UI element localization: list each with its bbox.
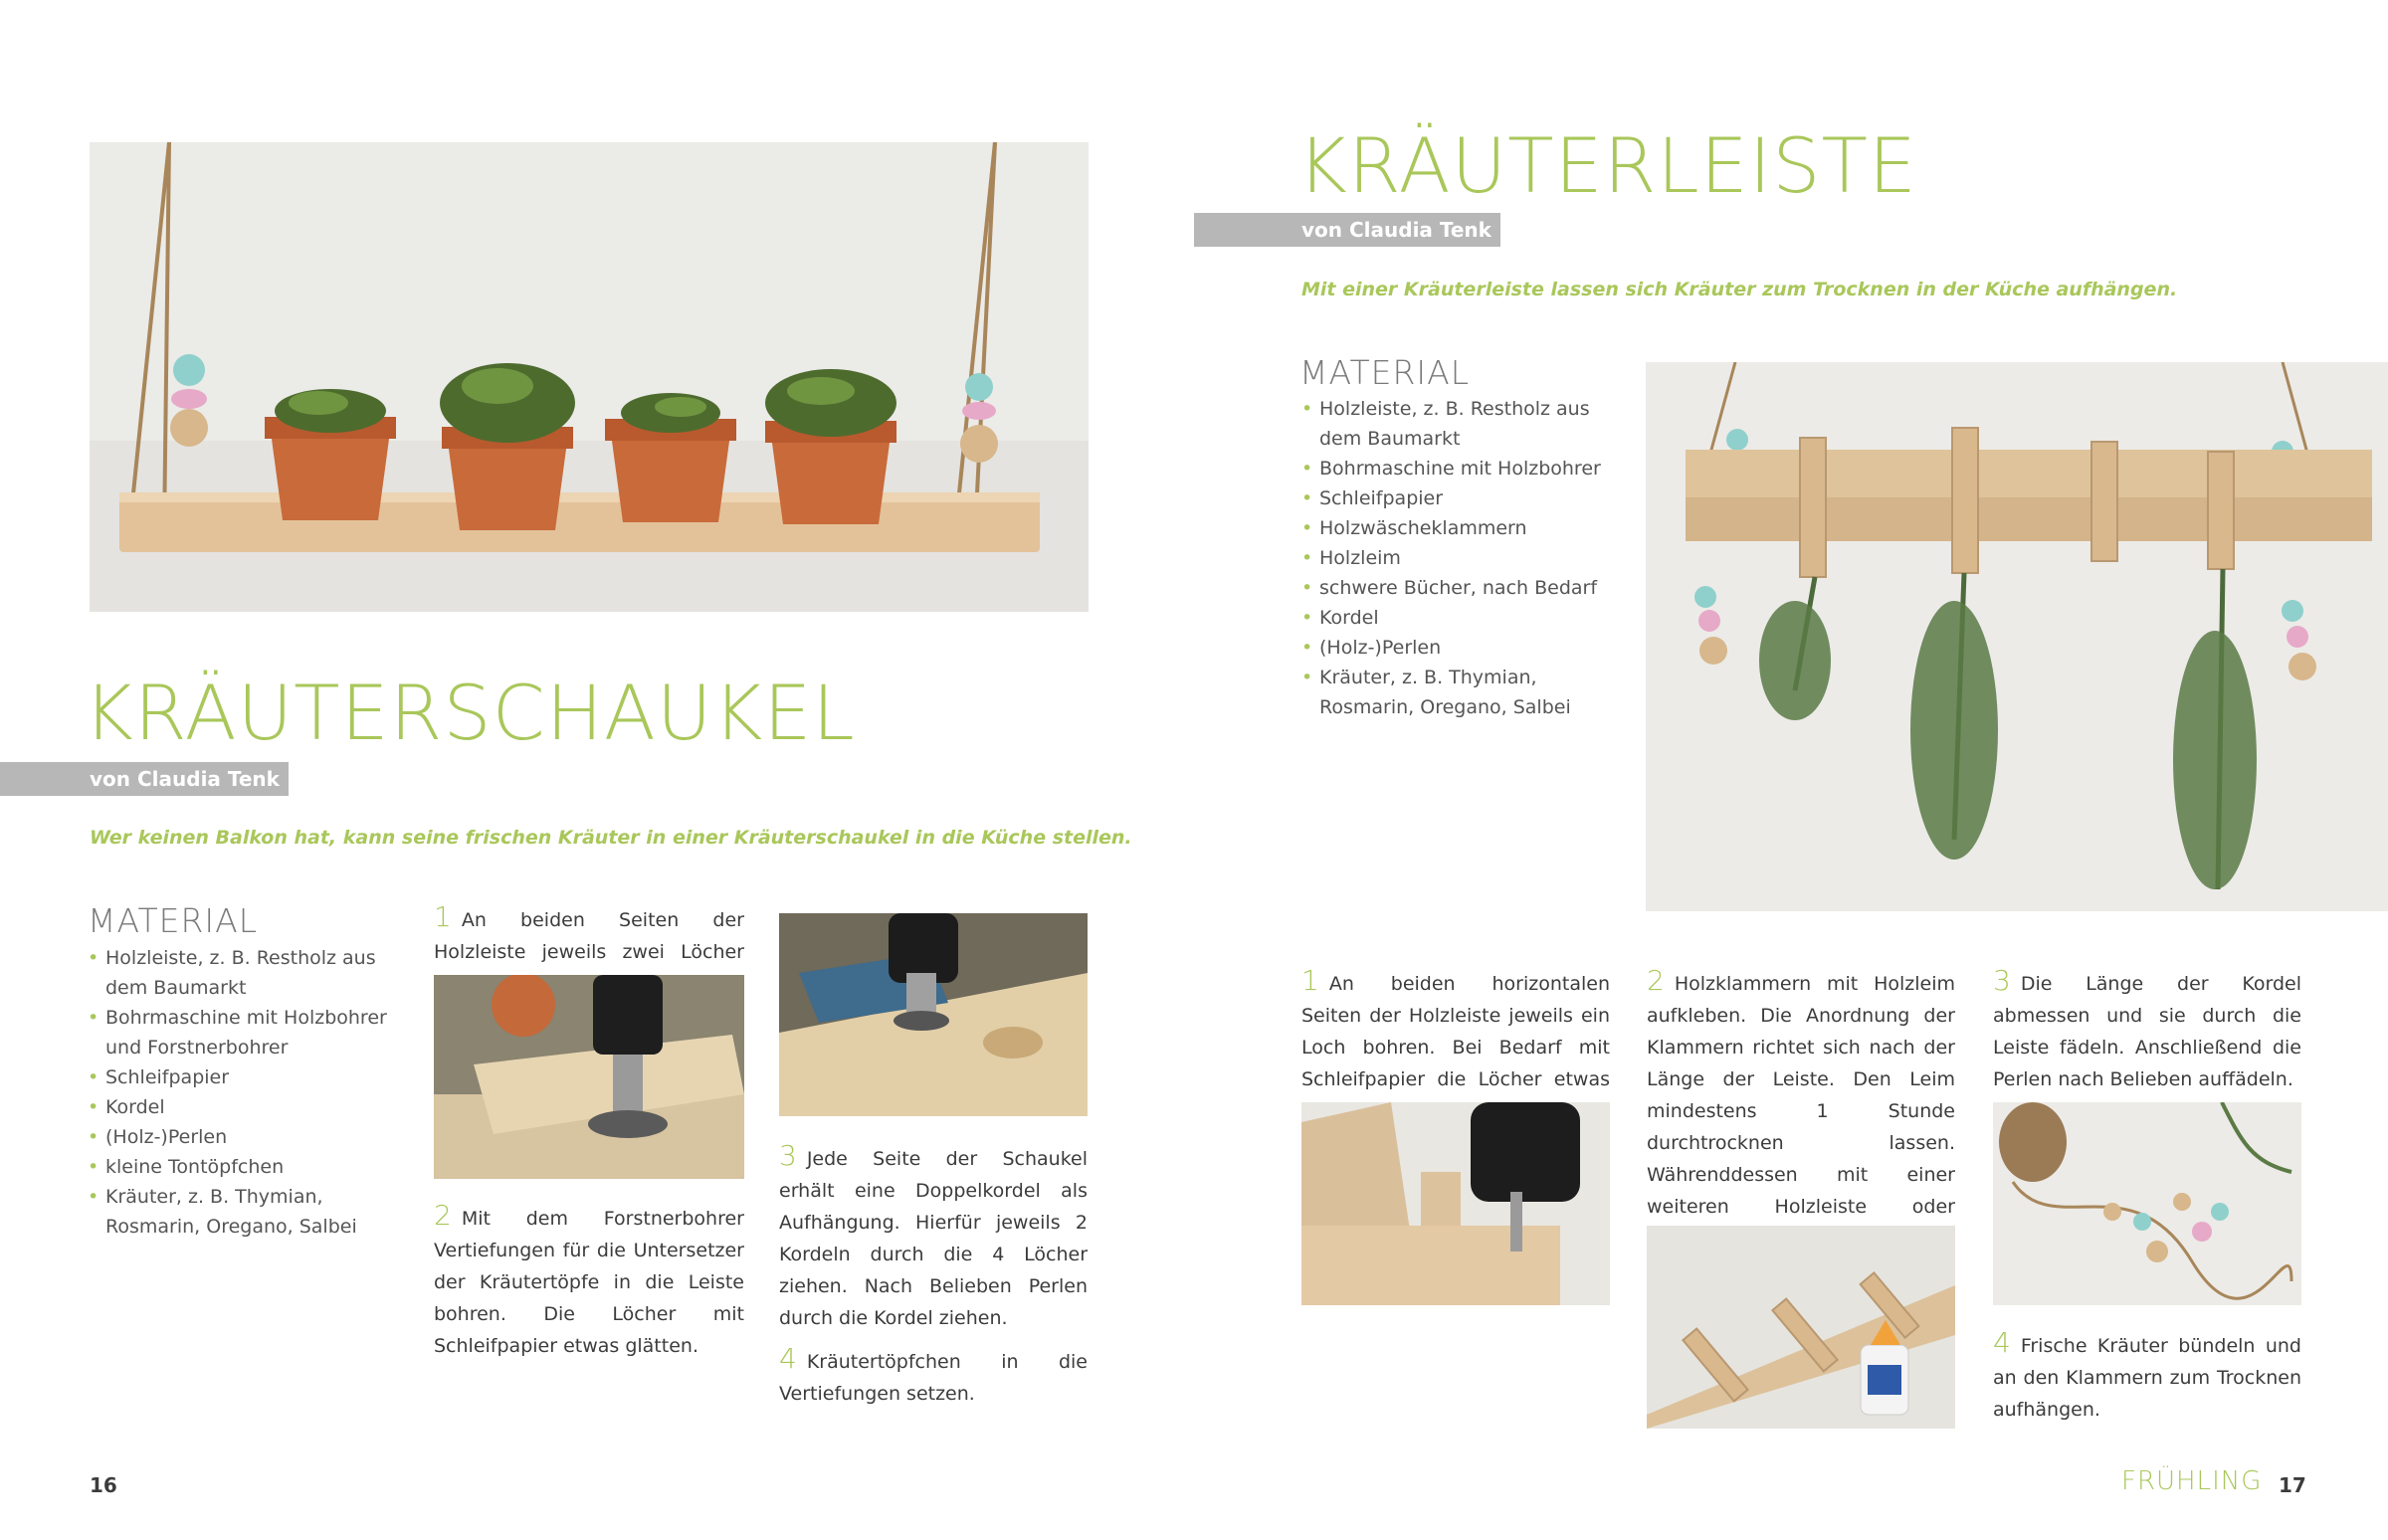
step-number: 3 bbox=[779, 1139, 797, 1172]
step-number: 4 bbox=[1993, 1326, 2011, 1359]
step-text: An beiden Seiten der Holzleiste jeweils zwei Löcher bbox=[434, 909, 744, 963]
list-item: • Holzwäscheklammern bbox=[1301, 513, 1610, 543]
step-number: 2 bbox=[434, 1199, 452, 1232]
hero-photo-herb-swing bbox=[90, 142, 1089, 612]
list-item: • Schleifpapier bbox=[88, 1062, 406, 1092]
list-item: • Kräuter, z. B. Thymian, Rosmarin, Oregano, Salbei bbox=[1301, 663, 1610, 722]
photo-forstner-drilling bbox=[779, 913, 1088, 1116]
right-page-title: KRÄUTERLEISTE bbox=[1297, 121, 1917, 210]
right-intro: Mit einer Kräuterleiste lassen sich Kräuter zum Trocknen in der Küche aufhängen. bbox=[1301, 279, 2178, 300]
left-page-number: 16 bbox=[90, 1473, 117, 1497]
hero-photo-herb-rack bbox=[1646, 362, 2388, 911]
right-material-heading: MATERIAL bbox=[1299, 353, 1471, 392]
list-item: • Kräuter, z. B. Thymian, Rosmarin, Oregano, Salbei bbox=[88, 1182, 406, 1242]
list-item: • Bohrmaschine mit Holzbohrer und Forstnerbohrer bbox=[88, 1003, 406, 1062]
step-text: Mit dem Forstnerbohrer Vertiefungen für die Untersetzer der Kräutertöpfe in die Leiste bohren. Die Löcher mit Schleifpapier etwas glätten. bbox=[434, 1208, 744, 1357]
right-material-list bbox=[1301, 394, 1610, 722]
list-item: • (Holz-)Perlen bbox=[1301, 633, 1610, 663]
list-item: • schwere Bücher, nach Bedarf bbox=[1301, 573, 1610, 603]
step-number: 1 bbox=[1301, 964, 1319, 997]
step-text: An beiden horizontalen Seiten der Holzleiste jeweils ein Loch bohren. Bei Bedarf mit Schleifpapier die Löcher etwas bbox=[1301, 973, 1610, 1090]
step-number: 3 bbox=[1993, 964, 2011, 997]
left-step-4 bbox=[779, 1343, 1088, 1410]
left-intro: Wer keinen Balkon hat, kann seine frischen Kräuter in einer Kräuterschaukel in die Küche stellen. bbox=[90, 827, 1132, 849]
left-author-bar: von Claudia Tenk bbox=[0, 762, 289, 796]
section-label-season: FRÜHLING bbox=[2121, 1466, 2263, 1496]
left-material-heading: MATERIAL bbox=[88, 901, 259, 940]
left-step-3 bbox=[779, 1140, 1088, 1334]
right-step-2 bbox=[1647, 965, 1955, 1254]
right-step-4 bbox=[1993, 1327, 2301, 1426]
list-item: • Schleifpapier bbox=[1301, 483, 1610, 513]
list-item: • Holzleiste, z. B. Restholz aus dem Baumarkt bbox=[88, 943, 406, 1003]
right-author-bar: von Claudia Tenk bbox=[1194, 213, 1500, 247]
step-text: Jede Seite der Schaukel erhält eine Doppelkordel als Aufhängung. Hierfür jeweils 2 Kordeln durch die 4 Löcher ziehen. Nach Belieben Perlen durch die Kordel ziehen. bbox=[779, 1148, 1088, 1329]
step-text: Die Länge der Kordel abmessen und sie durch die Leiste fädeln. Anschließend die Perlen nach Belieben auffädeln. bbox=[1993, 973, 2301, 1090]
photo-cord-beads bbox=[1993, 1102, 2301, 1305]
step-text: Holzklammern mit Holzleim aufkleben. Die Anordnung der Klammern richtet sich nach der Länge der Leiste. Den Leim mindestens 1 Stunde durchtrocknen lassen. Währenddessen mit einer weiteren Holzleiste oder bbox=[1647, 973, 1955, 1218]
right-page-number: 17 bbox=[2279, 1473, 2306, 1497]
list-item: • (Holz-)Perlen bbox=[88, 1122, 406, 1152]
step-number: 2 bbox=[1647, 964, 1665, 997]
step-text: Frische Kräuter bündeln und an den Klammern zum Trocknen aufhängen. bbox=[1993, 1335, 2301, 1421]
list-item: • Holzleim bbox=[1301, 543, 1610, 573]
list-item: • Holzleiste, z. B. Restholz aus dem Baumarkt bbox=[1301, 394, 1610, 454]
list-item: • Kordel bbox=[1301, 603, 1610, 633]
photo-drilling-rack bbox=[1301, 1102, 1610, 1305]
photo-drilling-holes bbox=[434, 975, 744, 1179]
list-item: • kleine Tontöpfchen bbox=[88, 1152, 406, 1182]
left-page-title: KRÄUTERSCHAUKEL bbox=[84, 669, 856, 757]
list-item: • Bohrmaschine mit Holzbohrer bbox=[1301, 454, 1610, 483]
right-step-3 bbox=[1993, 965, 2301, 1095]
step-number: 4 bbox=[779, 1342, 797, 1375]
left-material-list bbox=[88, 943, 406, 1242]
step-number: 1 bbox=[434, 900, 452, 933]
step-text: Kräutertöpfchen in die Vertiefungen setzen. bbox=[779, 1351, 1088, 1405]
list-item: • Kordel bbox=[88, 1092, 406, 1122]
photo-gluing-clothespins bbox=[1647, 1226, 1955, 1429]
left-step-2 bbox=[434, 1200, 744, 1362]
